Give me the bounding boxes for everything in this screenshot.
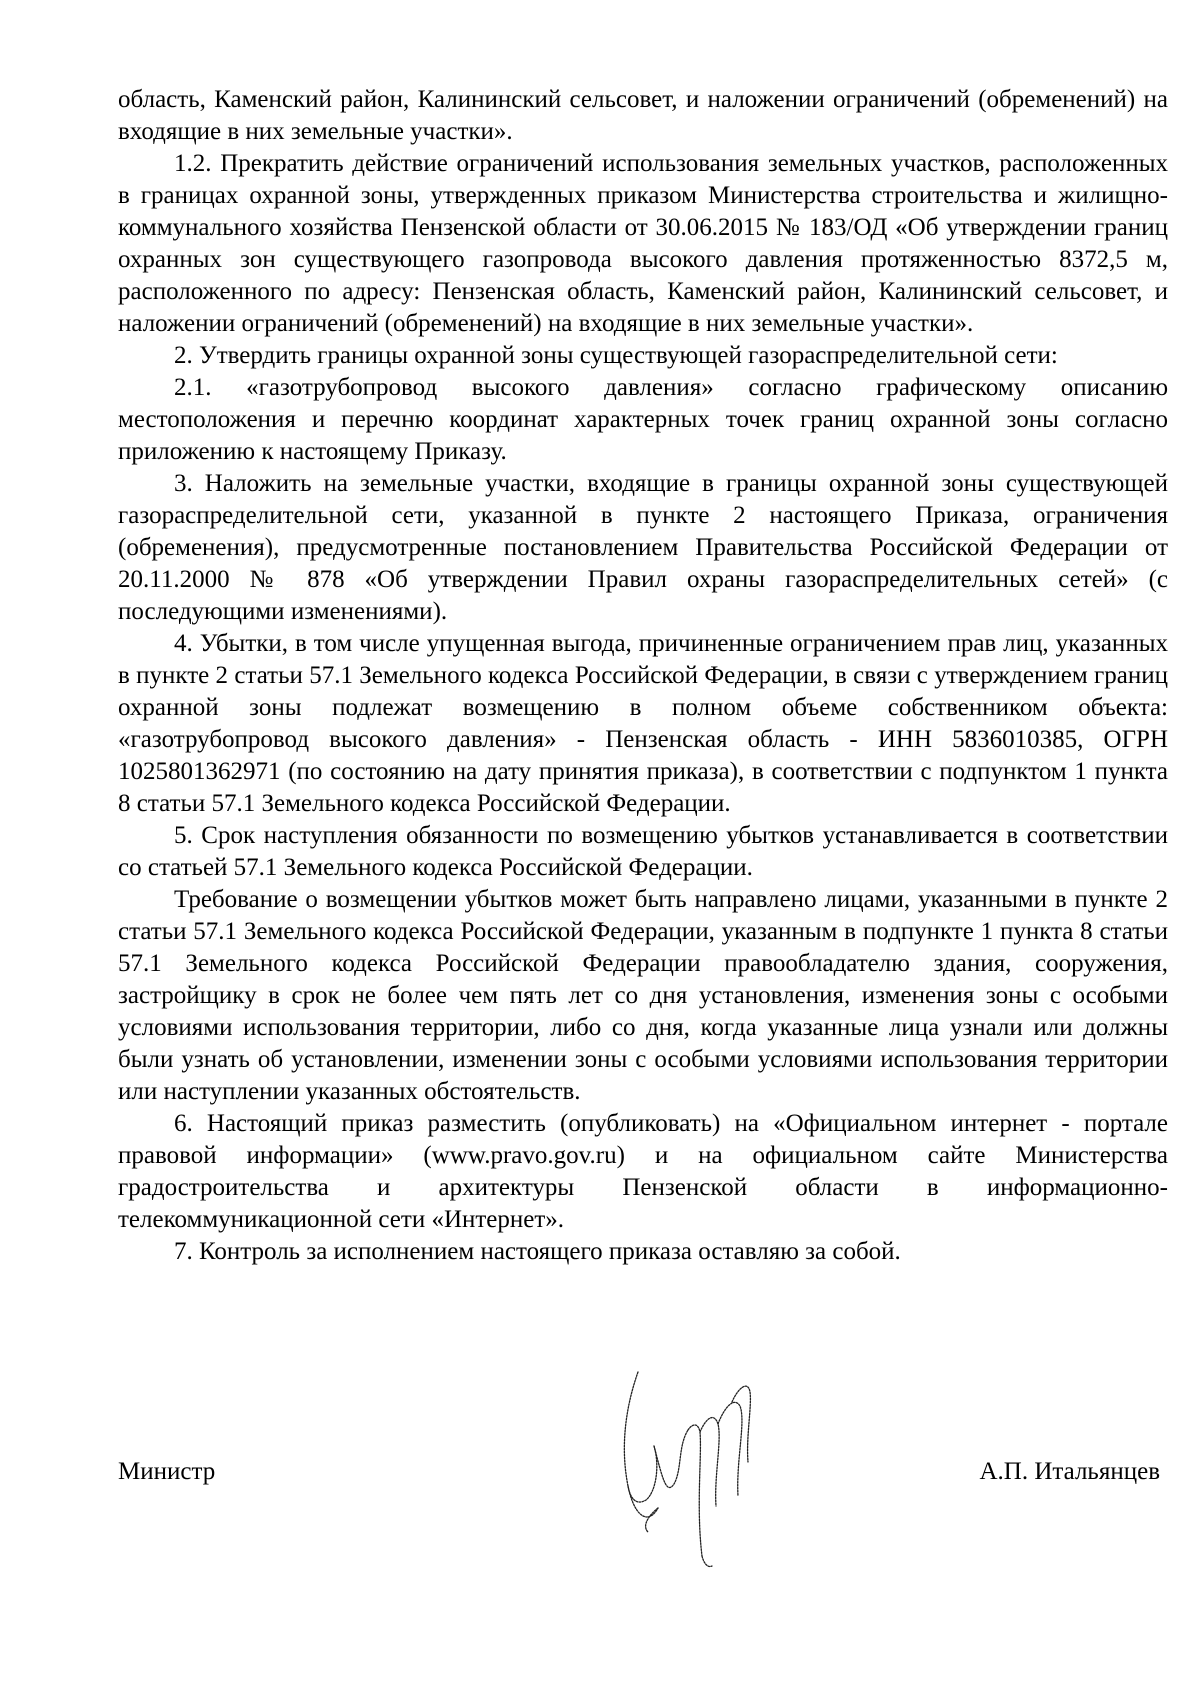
handwritten-signature	[618, 1366, 778, 1571]
paragraph-3: 3. Наложить на земельные участки, входящие в границы охранной зоны существующей газораспределительной сети, указанной в пункте 2 настоящего Приказа, ограничения (обременения), предусмотренные постановлением Правительства Российской Федерации от 20.11.2000 № 878 «Об утверждении Правил охраны газораспределительных сетей» (с последующими изменениями).	[118, 470, 1168, 625]
paragraph-7: 7. Контроль за исполнением настоящего приказа оставляю за собой.	[174, 1238, 901, 1265]
paragraph-4: 4. Убытки, в том числе упущенная выгода, причиненные ограничением прав лиц, указанных в пункте 2 статьи 57.1 Земельного кодекса Российской Федерации, в связи с утверждением границ охранной зоны подлежат возмещению в полном объеме собственником объекта: «газотрубопровод высокого давления» - Пензенская область - ИНН 5836010385, ОГРН 1025801362971 (по состоянию на дату принятия приказа), в соответствии с подпунктом 1 пункта 8 статьи 57.1 Земельного кодекса Российской Федерации.	[118, 630, 1168, 817]
signer-position: Министр	[118, 1458, 216, 1485]
signer-name: А.П. Итальянцев	[979, 1458, 1160, 1485]
paragraph-continuation: область, Каменский район, Калининский сельсовет, и наложении ограничений (обременений) на входящие в них земельные участки».	[118, 86, 1168, 145]
document-body	[118, 84, 1168, 1268]
paragraph-2-1: 2.1. «газотрубопровод высокого давления» согласно графическому описанию местоположения и перечню координат характерных точек границ охранной зоны согласно приложению к настоящему Приказу.	[118, 374, 1168, 465]
paragraph-1-2: 1.2. Прекратить действие ограничений использования земельных участков, расположенных в границах охранной зоны, утвержденных приказом Министерства строительства и жилищно-коммунального хозяйства Пензенской области от 30.06.2015 № 183/ОД «Об утверждении границ охранных зон существующего газопровода высокого давления протяженностью 8372,5 м, расположенного по адресу: Пензенская область, Каменский район, Калининский сельсовет, и наложении ограничений (обременений) на входящие в них земельные участки».	[118, 150, 1168, 337]
paragraph-5: 5. Срок наступления обязанности по возмещению убытков устанавливается в соответствии со статьей 57.1 Земельного кодекса Российской Федерации.	[118, 822, 1168, 881]
paragraph-2: 2. Утвердить границы охранной зоны существующей газораспределительной сети:	[174, 342, 1058, 369]
paragraph-6: 6. Настоящий приказ разместить (опубликовать) на «Официальном интернет - портале правовой информации» (www.pravo.gov.ru) и на официальном сайте Министерства градостроительства и архитектуры Пензенской области в информационно-телекоммуникационной сети «Интернет».	[118, 1110, 1168, 1233]
paragraph-compensation-claim: Требование о возмещении убытков может быть направлено лицами, указанными в пункте 2 статьи 57.1 Земельного кодекса Российской Федерации, указанным в подпункте 1 пункта 8 статьи 57.1 Земельного кодекса Российской Федерации правообладателю здания, сооружения, застройщику в срок не более чем пять лет со дня установления, изменения зоны с особыми условиями использования территории, либо со дня, когда указанные лица узнали или должны были узнать об установлении, изменении зоны с особыми условиями использования территории или наступлении указанных обстоятельств.	[118, 886, 1168, 1105]
